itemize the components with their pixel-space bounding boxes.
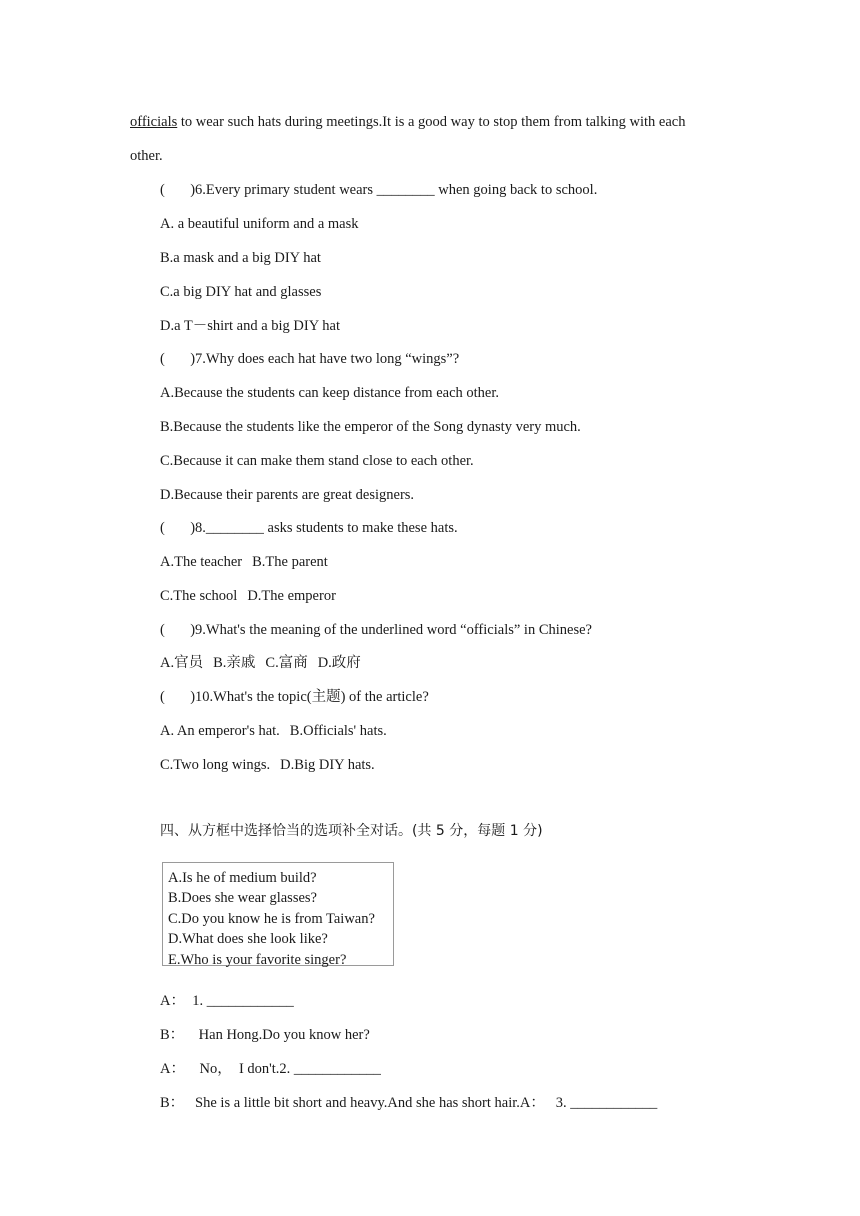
- question-10-option-a: A. An emperor's hat.: [160, 723, 280, 739]
- question-8-stem: ( )8.________ asks students to make these hats.: [160, 520, 458, 536]
- box-option-e: E.Who is your favorite singer?: [168, 951, 347, 968]
- passage-line-1-text: to wear such hats during meetings.It is a good way to stop them from talking with each: [177, 114, 686, 130]
- passage-line-1: [130, 113, 685, 131]
- question-9-option-b: B.亲戚: [213, 655, 256, 671]
- question-6-stem: ( )6.Every primary student wears ________ when going back to school.: [160, 182, 598, 198]
- passage-line-2: other.: [130, 148, 163, 164]
- question-8-option-a: A.The teacher: [160, 554, 243, 570]
- question-7-option-d: D.Because their parents are great designers.: [160, 487, 415, 503]
- options-box: [162, 862, 394, 966]
- box-option-d: D.What does she look like?: [168, 931, 328, 948]
- question-8-options-line-2: [160, 587, 336, 605]
- question-8-option-d: D.The emperor: [247, 588, 336, 604]
- question-7-option-c: C.Because it can make them stand close to each other.: [160, 453, 474, 469]
- section-4-title: 四、从方框中选择恰当的选项补全对话。(共 5 分，每题 1 分): [160, 823, 543, 839]
- question-8-options-line-1: [160, 553, 328, 571]
- box-option-c: C.Do you know he is from Taiwan?: [168, 910, 375, 927]
- question-10-stem: ( )10.What's the topic(主题) of the article?: [160, 689, 429, 705]
- question-10-option-c: C.Two long wings.: [160, 757, 271, 773]
- dialogue-line-4: B： She is a little bit short and heavy.And she has short hair.A： 3. ____________: [160, 1095, 658, 1111]
- question-9-option-c: C.富商: [265, 655, 308, 671]
- question-6-option-d: D.a T－shirt and a big DIY hat: [160, 318, 341, 334]
- dialogue-line-3: A： No， I don't.2. ____________: [160, 1061, 381, 1077]
- question-9-option-d: D.政府: [317, 655, 361, 671]
- question-7-stem: ( )7.Why does each hat have two long “wings”?: [160, 351, 460, 367]
- question-6-option-a: A. a beautiful uniform and a mask: [160, 216, 359, 232]
- question-6-option-c: C.a big DIY hat and glasses: [160, 284, 322, 300]
- question-7-option-a: A.Because the students can keep distance from each other.: [160, 385, 500, 401]
- dialogue-line-1: A： 1. ____________: [160, 993, 294, 1009]
- question-6-option-b: B.a mask and a big DIY hat: [160, 250, 321, 266]
- question-9-stem: ( )9.What's the meaning of the underlined word “officials” in Chinese?: [160, 622, 592, 638]
- question-10-option-d: D.Big DIY hats.: [280, 757, 375, 773]
- question-8-option-c: C.The school: [160, 588, 238, 604]
- question-7-option-b: B.Because the students like the emperor of the Song dynasty very much.: [160, 419, 581, 435]
- question-9-option-a: A.官员: [160, 655, 204, 671]
- question-8-option-b: B.The parent: [252, 554, 328, 570]
- question-10-options-line-2: [160, 756, 375, 774]
- question-10-option-b: B.Officials' hats.: [289, 723, 387, 739]
- dialogue-line-2: B： Han Hong.Do you know her?: [160, 1027, 370, 1043]
- box-option-a: A.Is he of medium build?: [168, 870, 317, 886]
- question-10-options-line-1: [160, 722, 387, 740]
- underlined-word: officials: [130, 114, 178, 130]
- question-9-options-line: [160, 654, 361, 672]
- box-option-b: B.Does she wear glasses?: [168, 890, 317, 907]
